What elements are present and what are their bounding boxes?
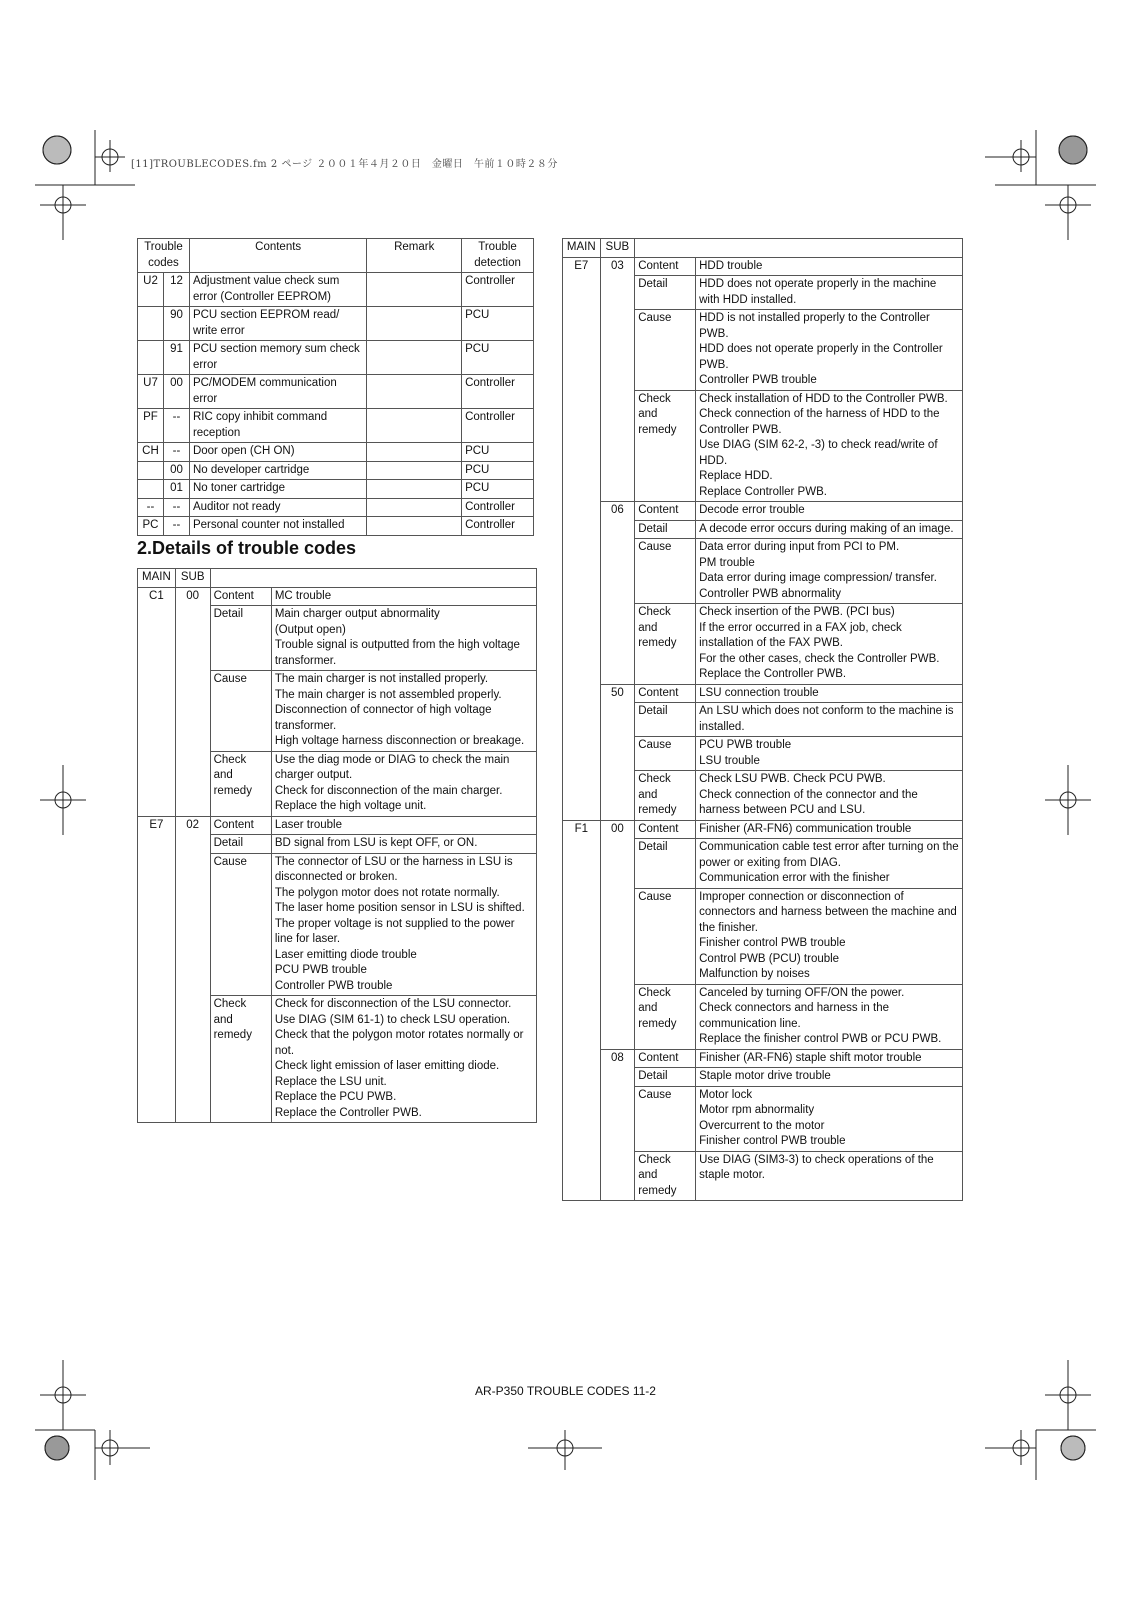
detail-sub-code: 06: [600, 502, 635, 685]
right-details-table: [562, 238, 963, 1201]
detail-line: Improper connection or disconnection of connectors and harness between the machine and the finisher.: [699, 890, 957, 934]
detail-line: Main charger output abnormality: [274, 608, 440, 620]
header-blank: [210, 569, 536, 588]
detail-line: HDD does not operate properly in the machine with HDD installed.: [699, 278, 937, 306]
detail-label-content: Content: [210, 587, 271, 606]
trouble-detection: Controller: [462, 409, 534, 443]
detail-value-content: LSU connection trouble: [696, 684, 963, 703]
detail-value-cause: [696, 310, 963, 391]
detail-value-check: [696, 984, 963, 1049]
trouble-sub-code: --: [163, 517, 189, 536]
detail-line: HDD is not installed properly to the Controller PWB.: [699, 312, 930, 340]
table-header-row: [138, 239, 534, 273]
detail-label-cause: Cause: [635, 539, 696, 604]
detail-line: Replace Controller PWB.: [699, 485, 827, 498]
detail-line: Motor rpm abnormality: [699, 1104, 815, 1116]
trouble-sub-code: 01: [163, 480, 189, 499]
detail-line: Use DIAG (SIM3-3) to check operations of the staple motor.: [699, 1153, 934, 1181]
detail-value-cause: [696, 539, 963, 604]
trouble-sub-code: 91: [163, 341, 189, 375]
trouble-main-code: [138, 341, 164, 375]
detail-row: [138, 816, 537, 835]
right-details-body: [563, 257, 963, 1201]
detail-line: Control PWB (PCU) trouble: [699, 952, 840, 965]
trouble-remark: [367, 273, 462, 307]
file-header-line: [11]TROUBLECODES.fm 2 ページ ２００１年４月２０日 金曜日 午前１０時２８分: [131, 159, 558, 170]
detail-value-content: HDD trouble: [696, 257, 963, 276]
detail-line: Replace the high voltage unit.: [274, 800, 427, 812]
table-row: [138, 341, 534, 375]
table-row: [138, 480, 534, 499]
detail-label-cause: Cause: [635, 310, 696, 391]
detail-value-content: MC trouble: [271, 587, 536, 606]
detail-label-content: Content: [635, 502, 696, 521]
trouble-contents: PC/MODEM communication error: [189, 375, 366, 409]
detail-line: Check that the polygon motor rotates normally or not.: [274, 1029, 524, 1057]
detail-line: Communication error with the finisher: [699, 872, 890, 884]
detail-label-content: Content: [635, 257, 696, 276]
trouble-sub-code: --: [163, 498, 189, 517]
detail-line: Data error during input from PCI to PM.: [699, 541, 900, 553]
details-header-row: [138, 569, 537, 588]
trouble-contents: Door open (CH ON): [189, 443, 366, 462]
detail-line: Check connection of the connector and the harness between PCU and LSU.: [699, 788, 918, 816]
detail-main-code: E7: [563, 257, 601, 820]
trouble-main-code: CH: [138, 443, 164, 462]
trouble-sub-code: --: [163, 409, 189, 443]
trouble-codes-table: [137, 238, 534, 536]
header-trouble-detection: Trouble detection: [462, 239, 534, 273]
detail-label-check: Check and remedy: [635, 984, 696, 1049]
detail-main-code: F1: [563, 820, 601, 1201]
table-row: [138, 443, 534, 462]
detail-value-check: [696, 390, 963, 502]
trouble-remark: [367, 443, 462, 462]
table-row: [138, 375, 534, 409]
detail-line: Check connection of the harness of HDD to the Controller PWB.: [699, 408, 940, 436]
detail-value-cause: [696, 888, 963, 984]
detail-line: Overcurrent to the motor: [699, 1119, 825, 1132]
detail-line: An LSU which does not conform to the machine is installed.: [699, 705, 954, 733]
detail-value-detail: [696, 703, 963, 737]
trouble-contents: PCU section EEPROM read/ write error: [189, 307, 366, 341]
trouble-contents: Adjustment value check sum error (Controller EEPROM): [189, 273, 366, 307]
detail-sub-code: 02: [175, 816, 210, 1123]
trouble-sub-code: 90: [163, 307, 189, 341]
detail-line: Replace the LSU unit.: [274, 1075, 387, 1088]
detail-value-content: Laser trouble: [271, 816, 536, 835]
trouble-sub-code: --: [163, 443, 189, 462]
detail-label-content: Content: [635, 684, 696, 703]
detail-value-content: Decode error trouble: [696, 502, 963, 521]
trouble-main-code: [138, 461, 164, 480]
detail-line: Controller PWB trouble: [699, 374, 817, 386]
trouble-main-code: [138, 307, 164, 341]
trouble-detection: Controller: [462, 273, 534, 307]
header-contents: Contents: [189, 239, 366, 273]
trouble-detection: Controller: [462, 498, 534, 517]
trouble-main-code: PF: [138, 409, 164, 443]
detail-label-check: Check and remedy: [635, 604, 696, 685]
trouble-sub-code: 00: [163, 461, 189, 480]
detail-value-content: Finisher (AR-FN6) communication trouble: [696, 820, 963, 839]
detail-line: The main charger is not assembled properly.: [274, 688, 502, 701]
detail-label-detail: Detail: [635, 520, 696, 539]
trouble-main-code: U2: [138, 273, 164, 307]
detail-label-detail: Detail: [210, 606, 271, 671]
detail-line: Disconnection of connector of high voltage transformer.: [274, 704, 492, 732]
detail-line: PM trouble: [699, 556, 755, 569]
trouble-remark: [367, 409, 462, 443]
header-blank: [635, 239, 963, 258]
trouble-detection: PCU: [462, 341, 534, 375]
details-header-row: [563, 239, 963, 258]
section-title: 2.Details of trouble codes: [137, 538, 357, 558]
left-details-table: [137, 568, 537, 1123]
detail-line: High voltage harness disconnection or breakage.: [274, 735, 525, 747]
detail-label-cause: Cause: [635, 1086, 696, 1151]
detail-line: (Output open): [274, 623, 346, 636]
detail-value-check: [271, 996, 536, 1123]
trouble-remark: [367, 480, 462, 499]
detail-sub-code: 00: [175, 587, 210, 816]
detail-sub-code: 03: [600, 257, 635, 502]
detail-line: PCU PWB trouble: [699, 739, 792, 751]
detail-label-detail: Detail: [210, 835, 271, 854]
detail-line: Malfunction by noises: [699, 968, 810, 980]
detail-line: Finisher control PWB trouble: [699, 1135, 846, 1147]
detail-label-check: Check and remedy: [210, 996, 271, 1123]
detail-line: Check light emission of laser emitting diode.: [274, 1060, 500, 1072]
trouble-detection: PCU: [462, 461, 534, 480]
detail-label-check: Check and remedy: [635, 390, 696, 502]
detail-line: Check insertion of the PWB. (PCI bus): [699, 606, 895, 618]
detail-line: Data error during image compression/ transfer.: [699, 572, 937, 584]
trouble-remark: [367, 498, 462, 517]
trouble-main-code: U7: [138, 375, 164, 409]
table-row: [138, 307, 534, 341]
trouble-remark: [367, 461, 462, 480]
trouble-detection: Controller: [462, 375, 534, 409]
detail-label-cause: Cause: [635, 888, 696, 984]
trouble-remark: [367, 341, 462, 375]
detail-line: Controller PWB trouble: [274, 979, 393, 992]
detail-row: [563, 502, 963, 521]
trouble-detection: Controller: [462, 517, 534, 536]
detail-line: LSU trouble: [699, 754, 760, 767]
detail-line: If the error occurred in a FAX job, check installation of the FAX PWB.: [699, 621, 902, 649]
left-details-body: [138, 587, 537, 1123]
detail-line: Canceled by turning OFF/ON the power.: [699, 986, 905, 999]
detail-value-detail: [696, 276, 963, 310]
trouble-detection: PCU: [462, 307, 534, 341]
detail-value-check: [271, 751, 536, 816]
detail-line: Check for disconnection of the main charger.: [274, 784, 503, 797]
detail-value-cause: [271, 853, 536, 996]
detail-line: BD signal from LSU is kept OFF, or ON.: [274, 837, 478, 849]
detail-main-code: E7: [138, 816, 176, 1123]
detail-line: Laser emitting diode trouble: [274, 948, 417, 961]
detail-value-cause: [696, 737, 963, 771]
trouble-main-code: [138, 480, 164, 499]
detail-line: Use DIAG (SIM 62-2, -3) to check read/write of HDD.: [699, 439, 938, 467]
detail-label-cause: Cause: [210, 671, 271, 752]
trouble-contents: No toner cartridge: [189, 480, 366, 499]
detail-line: The proper voltage is not supplied to the power line for laser.: [274, 917, 515, 945]
detail-line: Check for disconnection of the LSU connector.: [274, 998, 512, 1010]
detail-line: Motor lock: [699, 1088, 753, 1101]
detail-label-detail: Detail: [635, 276, 696, 310]
detail-line: Staple motor drive trouble: [699, 1070, 831, 1082]
table-row: [138, 273, 534, 307]
trouble-remark: [367, 517, 462, 536]
detail-sub-code: 00: [600, 820, 635, 1049]
detail-line: The laser home position sensor in LSU is shifted.: [274, 902, 525, 914]
trouble-contents: Auditor not ready: [189, 498, 366, 517]
detail-value-detail: [271, 606, 536, 671]
detail-line: Replace the Controller PWB.: [274, 1106, 422, 1119]
detail-line: Replace the Controller PWB.: [699, 668, 847, 680]
header-main: MAIN: [138, 569, 176, 588]
detail-label-detail: Detail: [635, 703, 696, 737]
trouble-sub-code: 00: [163, 375, 189, 409]
detail-line: Finisher control PWB trouble: [699, 937, 846, 949]
detail-line: The polygon motor does not rotate normally.: [274, 886, 500, 899]
detail-line: Controller PWB abnormality: [699, 587, 842, 600]
trouble-detection: PCU: [462, 443, 534, 462]
detail-line: Use DIAG (SIM 61-1) to check LSU operation.: [274, 1013, 511, 1026]
detail-line: PCU PWB trouble: [274, 964, 367, 976]
table-row: [138, 461, 534, 480]
detail-line: Communication cable test error after turning on the power or exiting from DIAG.: [699, 841, 959, 869]
detail-line: The connector of LSU or the harness in LSU is disconnected or broken.: [274, 855, 513, 883]
trouble-contents: Personal counter not installed: [189, 517, 366, 536]
detail-sub-code: 50: [600, 684, 635, 820]
detail-value-detail: [271, 835, 536, 854]
detail-line: For the other cases, check the Controller PWB.: [699, 652, 940, 665]
detail-label-detail: Detail: [635, 1068, 696, 1087]
detail-value-content: Finisher (AR-FN6) staple shift motor trouble: [696, 1049, 963, 1068]
detail-label-check: Check and remedy: [635, 771, 696, 821]
trouble-contents: RIC copy inhibit command reception: [189, 409, 366, 443]
detail-value-check: [696, 604, 963, 685]
header-trouble-codes: Trouble codes: [138, 239, 190, 273]
detail-sub-code: 08: [600, 1049, 635, 1201]
detail-value-detail: [696, 520, 963, 539]
detail-value-cause: [696, 1086, 963, 1151]
detail-label-check: Check and remedy: [635, 1151, 696, 1201]
detail-label-content: Content: [635, 820, 696, 839]
detail-line: Trouble signal is outputted from the high voltage transformer.: [274, 639, 520, 667]
header-main: MAIN: [563, 239, 601, 258]
trouble-remark: [367, 375, 462, 409]
header-sub: SUB: [600, 239, 635, 258]
trouble-detection: PCU: [462, 480, 534, 499]
detail-label-cause: Cause: [635, 737, 696, 771]
header-remark: Remark: [367, 239, 462, 273]
detail-label-content: Content: [210, 816, 271, 835]
detail-row: [563, 1049, 963, 1068]
detail-value-detail: [696, 839, 963, 889]
detail-line: A decode error occurs during making of an image.: [699, 522, 954, 535]
detail-value-check: [696, 771, 963, 821]
table-row: [138, 409, 534, 443]
detail-value-detail: [696, 1068, 963, 1087]
detail-line: HDD does not operate properly in the Controller PWB.: [699, 343, 943, 371]
detail-row: [563, 257, 963, 276]
detail-line: Use the diag mode or DIAG to check the main charger output.: [274, 753, 510, 781]
detail-label-check: Check and remedy: [210, 751, 271, 816]
detail-line: Replace HDD.: [699, 470, 773, 482]
table-row: [138, 517, 534, 536]
detail-line: Replace the finisher control PWB or PCU PWB.: [699, 1033, 942, 1045]
detail-line: Check installation of HDD to the Controller PWB.: [699, 392, 948, 405]
detail-label-detail: Detail: [635, 839, 696, 889]
page-footer: AR-P350 TROUBLE CODES 11-2: [475, 1384, 656, 1398]
detail-line: Replace the PCU PWB.: [274, 1091, 397, 1103]
trouble-remark: [367, 307, 462, 341]
detail-label-cause: Cause: [210, 853, 271, 996]
detail-line: Check LSU PWB. Check PCU PWB.: [699, 773, 886, 785]
detail-row: [138, 587, 537, 606]
detail-label-content: Content: [635, 1049, 696, 1068]
detail-row: [563, 820, 963, 839]
detail-line: The main charger is not installed properly.: [274, 673, 489, 685]
detail-main-code: C1: [138, 587, 176, 816]
trouble-contents: No developer cartridge: [189, 461, 366, 480]
detail-row: [563, 684, 963, 703]
trouble-codes-body: [138, 273, 534, 536]
detail-line: Check connectors and harness in the communication line.: [699, 1002, 889, 1030]
detail-value-cause: [271, 671, 536, 752]
detail-value-check: [696, 1151, 963, 1201]
trouble-main-code: PC: [138, 517, 164, 536]
trouble-main-code: --: [138, 498, 164, 517]
trouble-contents: PCU section memory sum check error: [189, 341, 366, 375]
header-sub: SUB: [175, 569, 210, 588]
table-row: [138, 498, 534, 517]
trouble-sub-code: 12: [163, 273, 189, 307]
